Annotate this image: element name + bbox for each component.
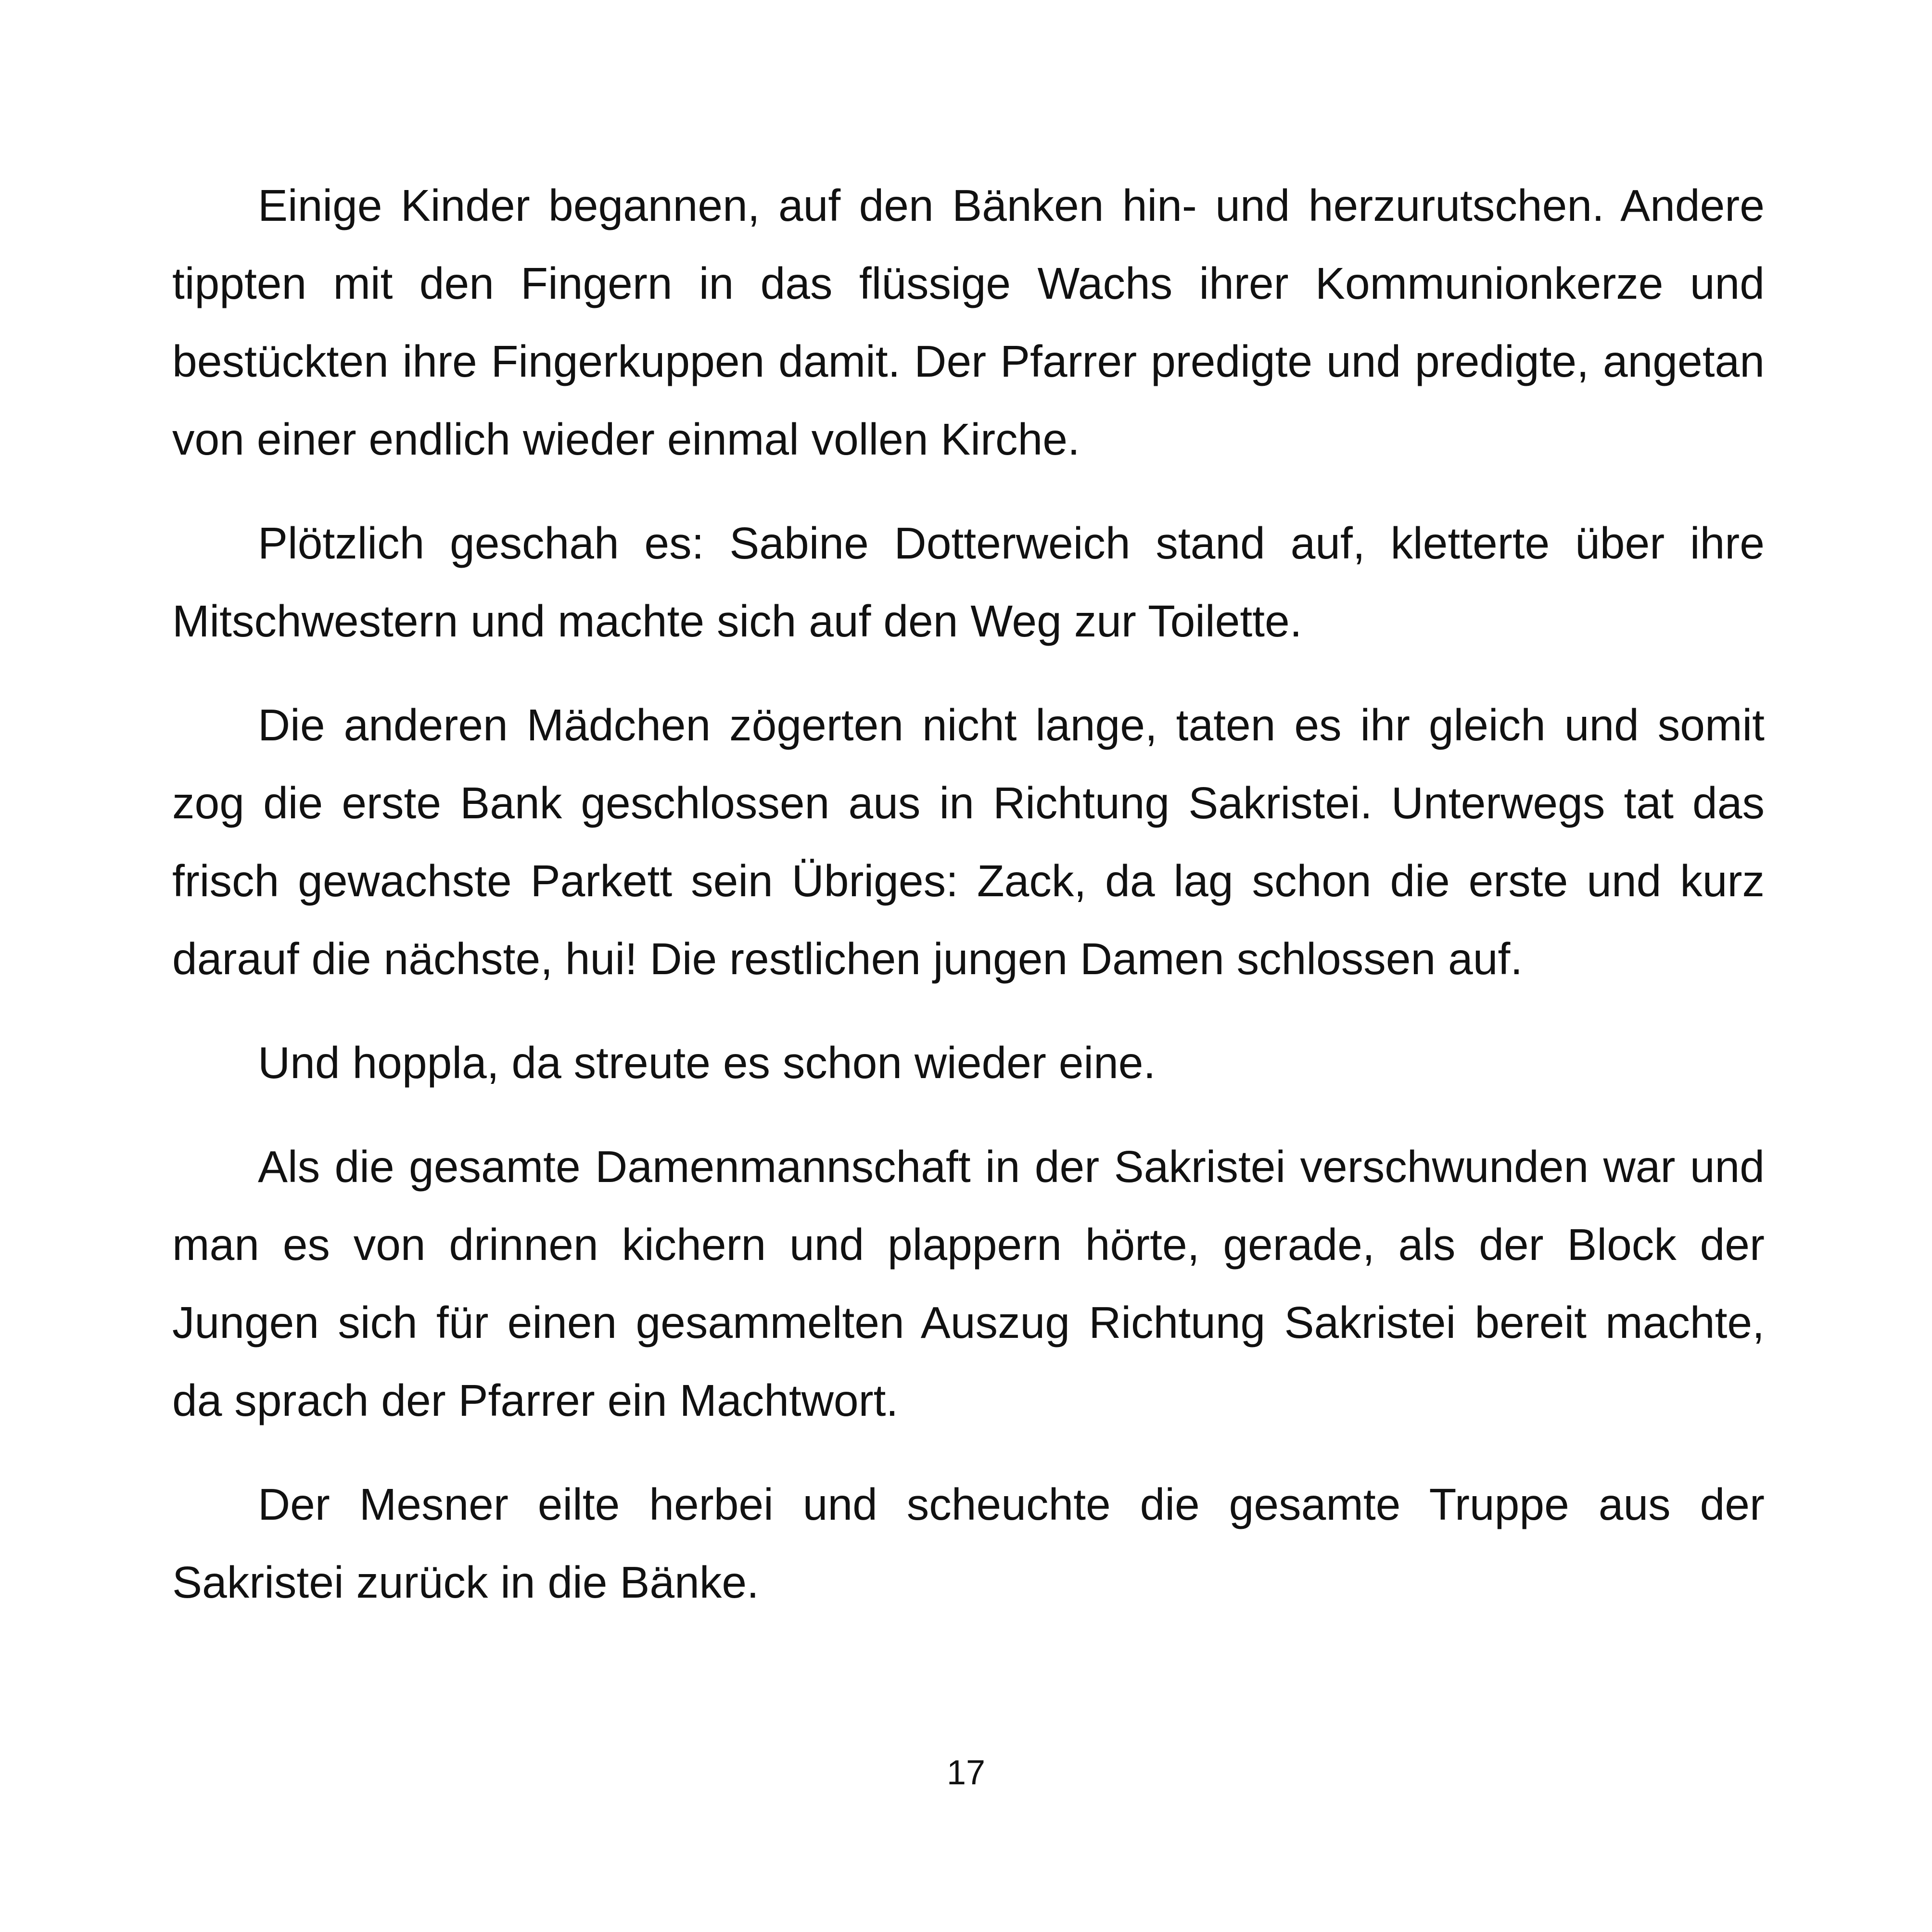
body-text — [172, 166, 1765, 1647]
paragraph: Und hoppla, da streute es schon wieder eine. — [258, 1038, 1156, 1088]
paragraph: Als die gesamte Damenmannschaft in der Sakristei verschwunden war und man es von drinnen kichern und plappern hörte, gerade, als der Block der Jungen sich für einen gesammelten Auszug Richtung Sakristei bereit machte, da sprach der Pfarrer ein Machtwort. — [172, 1142, 1765, 1425]
page-number: 17 — [946, 1754, 986, 1792]
paragraph: Einige Kinder begannen, auf den Bänken hin- und herzurutschen. Andere tippten mit den Fingern in das flüssige Wachs ihrer Kommunionkerze und bestückten ihre Fingerkuppen damit. Der Pfarrer predigte und predigte, angetan von einer endlich wieder einmal vollen Kirche. — [172, 180, 1765, 464]
paragraph: Die anderen Mädchen zögerten nicht lange, taten es ihr gleich und somit zog die erste Bank geschlossen aus in Richtung Sakristei. Unterwegs tat das frisch gewachste Parkett sein Übriges: Zack, da lag schon die erste und kurz darauf die nächste, hui! Die restlichen jungen Damen schlossen auf. — [172, 700, 1765, 984]
paragraph: Plötzlich geschah es: Sabine Dotterweich stand auf, kletterte über ihre Mitschwestern und machte sich auf den Weg zur Toilette. — [172, 518, 1765, 646]
paragraph: Der Mesner eilte herbei und scheuchte die gesamte Truppe aus der Sakristei zurück in die Bänke. — [172, 1479, 1765, 1607]
